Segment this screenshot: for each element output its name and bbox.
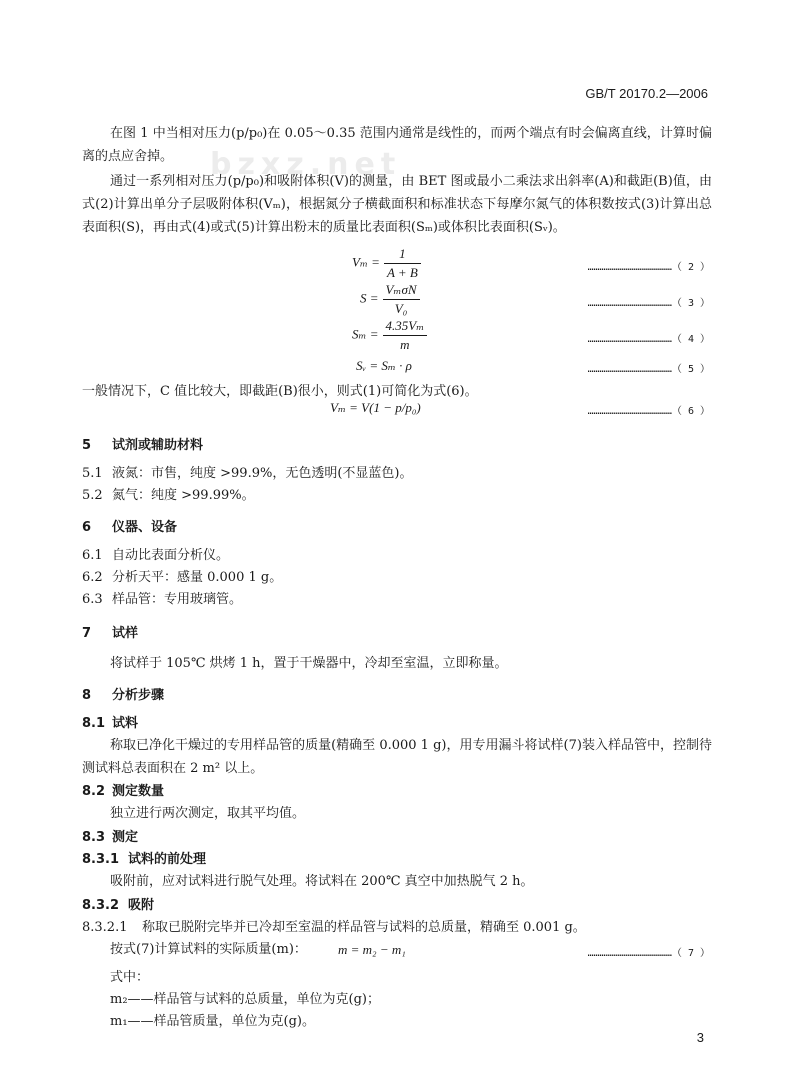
formula-3 [360, 282, 420, 317]
section-8-3-1-heading: 8.3.1 试料的前处理 [82, 852, 207, 867]
formula-4-fraction [383, 318, 428, 353]
formula-3-denominator: V₀ [394, 301, 408, 316]
formula-2-numerator: 1 [384, 246, 421, 264]
page-number: 3 [696, 1030, 704, 1045]
section-8-3-2-1-mass: 按式(7)计算试料的实际质量(m)： [110, 942, 307, 957]
section-7-heading: 7 试样 [82, 626, 139, 641]
paragraph-linear-range: 在图 1 中当相对压力(p/p₀)在 0.05～0.35 范围内通常是线性的，而两个端点有时会偏离直线，计算时偏离的点应舍掉。 [82, 126, 712, 164]
section-6-2: 6.2 分析天平：感量 0.000 1 g。 [82, 570, 283, 585]
formula-3-numerator: VₘσN [383, 282, 420, 300]
formula-4-denominator: m [400, 337, 410, 352]
section-5-2: 5.2 氮气：纯度 >99.99%。 [82, 488, 255, 503]
formula-6-number: ……………………………………（ 6 ） [587, 406, 710, 417]
formula-4-number: ……………………………………（ 4 ） [587, 334, 710, 345]
section-8-1-text: 称取已净化干燥过的专用样品管的质量(精确至 0.000 1 g)，用专用漏斗将试样(7)装入样品管中，控制待测试料总表面积在 2 m² 以上。 [82, 738, 712, 776]
section-5-heading: 5 试剂或辅助材料 [82, 438, 204, 453]
definition-m1: m₁——样品管质量，单位为克(g)。 [110, 1014, 316, 1029]
section-8-3-1-text: 吸附前，应对试料进行脱气处理。将试料在 200℃ 真空中加热脱气 2 h。 [110, 874, 534, 889]
section-8-1-heading: 8.1 试料 [82, 716, 139, 731]
formula-7: m = m₂ − m₁ [338, 942, 406, 957]
section-6-3: 6.3 样品管：专用玻璃管。 [82, 592, 243, 607]
section-6-heading: 6 仪器、设备 [82, 520, 178, 535]
section-8-2-text: 独立进行两次测定，取其平均值。 [110, 806, 306, 821]
formula-5: Sᵥ = Sₘ · ρ [356, 358, 412, 373]
formula-2-number: ……………………………………（ 2 ） [587, 262, 710, 273]
formula-2-fraction [384, 246, 421, 281]
definition-m2: m₂——样品管与试料的总质量，单位为克(g)； [110, 992, 381, 1007]
formula-2-lhs: Vₘ = [352, 254, 380, 270]
section-5-1: 5.1 液氮：市售，纯度 >99.9%，无色透明(不显蓝色)。 [82, 466, 413, 481]
formula-3-number: ……………………………………（ 3 ） [587, 298, 710, 309]
formula-2-denominator: A + B [386, 265, 418, 280]
section-8-heading: 8 分析步骤 [82, 688, 165, 703]
formula-4 [352, 318, 427, 353]
formula-4-lhs: Sₘ = [352, 326, 379, 342]
section-8-3-2-1: 8.3.2.1 称取已脱附完毕并已冷却至室温的样品管与试料的总质量，精确至 0.001 g。 [82, 920, 586, 935]
section-8-3-heading: 8.3 测定 [82, 830, 139, 845]
where-label: 式中： [110, 970, 150, 985]
formula-5-number: ……………………………………（ 5 ） [587, 364, 710, 375]
formula-4-numerator: 4.35Vₘ [383, 318, 428, 336]
paragraph-bet-calculation: 通过一系列相对压力(p/p₀)和吸附体积(V)的测量，由 BET 图或最小二乘法求出斜率(A)和截距(B)值，由式(2)计算出单分子层吸附体积(Vₘ)，根据氮分子横截面积和标准状态下每摩尔氮气的体积数按式(3)计算出总表面积(S)，再由式(4)或式(5)计算出粉末的质量比表面积(Sₘ)或体积比表面积(Sᵥ)。 [82, 174, 712, 235]
formula-3-lhs: S = [360, 290, 379, 306]
formula-7-number: ……………………………………（ 7 ） [587, 948, 710, 959]
section-7-text: 将试样于 105℃ 烘烤 1 h，置于干燥器中，冷却至室温，立即称量。 [110, 656, 508, 671]
formula-3-fraction [383, 282, 420, 317]
section-8-2-heading: 8.2 测定数量 [82, 784, 165, 799]
formula-6: Vₘ = V(1 − p/p₀) [330, 400, 421, 415]
standard-number: GB/T 20170.2—2006 [585, 86, 708, 101]
formula-2 [352, 246, 421, 281]
paragraph-simplification: 一般情况下，C 值比较大，即截距(B)很小，则式(1)可简化为式(6)。 [82, 384, 478, 399]
watermark: bzxz.net [210, 147, 402, 182]
section-6-1: 6.1 自动比表面分析仪。 [82, 548, 230, 563]
section-8-3-2-heading: 8.3.2 吸附 [82, 898, 155, 913]
